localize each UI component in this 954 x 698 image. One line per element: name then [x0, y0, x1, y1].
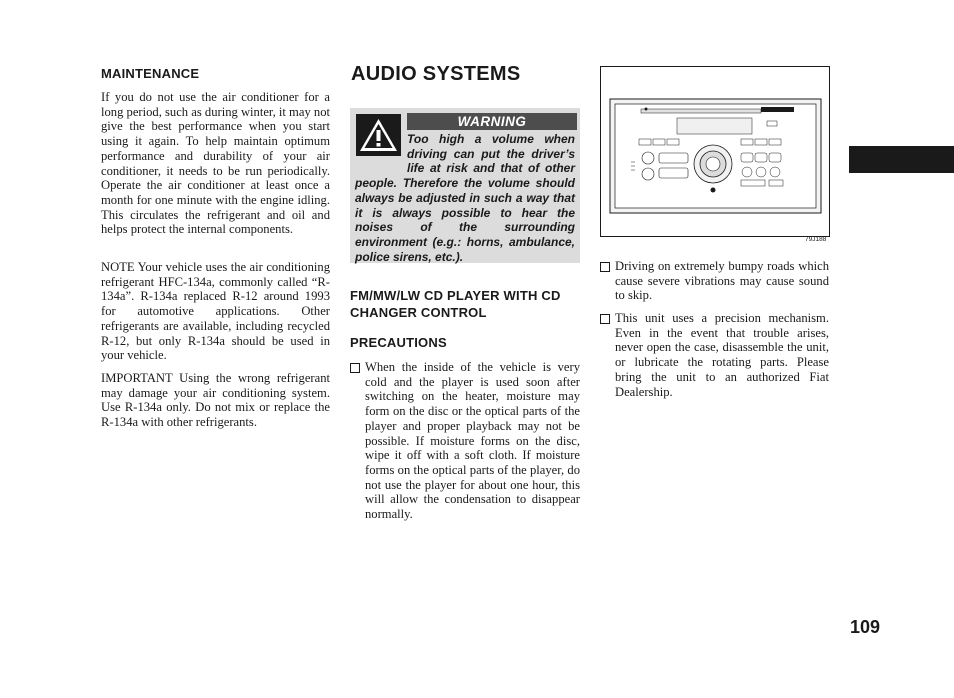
precaution-bullet-1-text: When the inside of the vehicle is very cold and the player is used soon after switching on the heater, moisture may form on the disc or the optical parts of the player and proper playback may not be possible. If moisture forms on the disc, wipe it off with a soft cloth. If moisture forms on the optical parts of the player, do not use the player for about one hour, this will allow the condensation to disappear normally. [365, 360, 580, 522]
bullet-box-icon [600, 314, 610, 324]
warning-text: Too high a volume when driving can put the driver’s life at risk and that of other people. Therefore the volume should always be adjusted in such a way that it is always possible to hear the noises of the surrounding environment (e.g.: horns, ambulance, police sirens, etc.). [355, 132, 575, 264]
right-bullet-2-text: This unit uses a precision mechanism. Even in the event that trouble arises, never open the case, disassemble the unit, or lubricate the rotating parts. Please bring the unit to an authorized Fiat Dealership. [615, 311, 829, 399]
maintenance-heading: MAINTENANCE [101, 66, 200, 81]
right-bullet-2 [600, 311, 829, 399]
radio-figure [600, 66, 830, 237]
section-thumb-tab [849, 146, 954, 173]
right-bullet-1-text: Driving on extremely bumpy roads which cause severe vibrations may cause sound to skip. [615, 259, 829, 303]
precaution-bullet-1 [350, 360, 580, 522]
warning-box [350, 108, 580, 263]
precautions-heading: PRECAUTIONS [350, 335, 447, 350]
bullet-box-icon [600, 262, 610, 272]
section-heading: FM/MW/LW CD PLAYER WITH CD CHANGER CONTROL [350, 288, 561, 320]
right-bullet-1 [600, 259, 829, 303]
maintenance-note-paragraph: NOTE Your vehicle uses the air conditioning refrigerant HFC-134a, commonly called “R-134a”. R-134a replaced R-12 around 1993 for automotive applications. Other refrigerants are available, including recycled R-12, but only R-134a should be used in your vehicle. [101, 260, 330, 363]
warning-label: WARNING [407, 113, 577, 130]
page-number: 109 [850, 617, 881, 637]
maintenance-paragraph-1: If you do not use the air conditioner for a long period, such as during winter, it may not give the best performance when you start using it again. To help maintain optimum performance and durability of your air conditioner, it needs to be run periodically. Operate the air conditioner at least once a month for one minute with the engine idling. This circulates the refrigerant and oil and helps protect the internal components. [101, 90, 330, 237]
page-title: AUDIO SYSTEMS [351, 63, 521, 85]
radio-illustration [601, 67, 829, 236]
maintenance-important-paragraph: IMPORTANT Using the wrong refrigerant may damage your air conditioning system. Use R-134a only. Do not mix or replace the R-134a with other refrigerants. [101, 371, 330, 430]
figure-code: 79J188 [805, 236, 827, 243]
bullet-box-icon [350, 363, 360, 373]
warning-text-block [355, 132, 575, 264]
